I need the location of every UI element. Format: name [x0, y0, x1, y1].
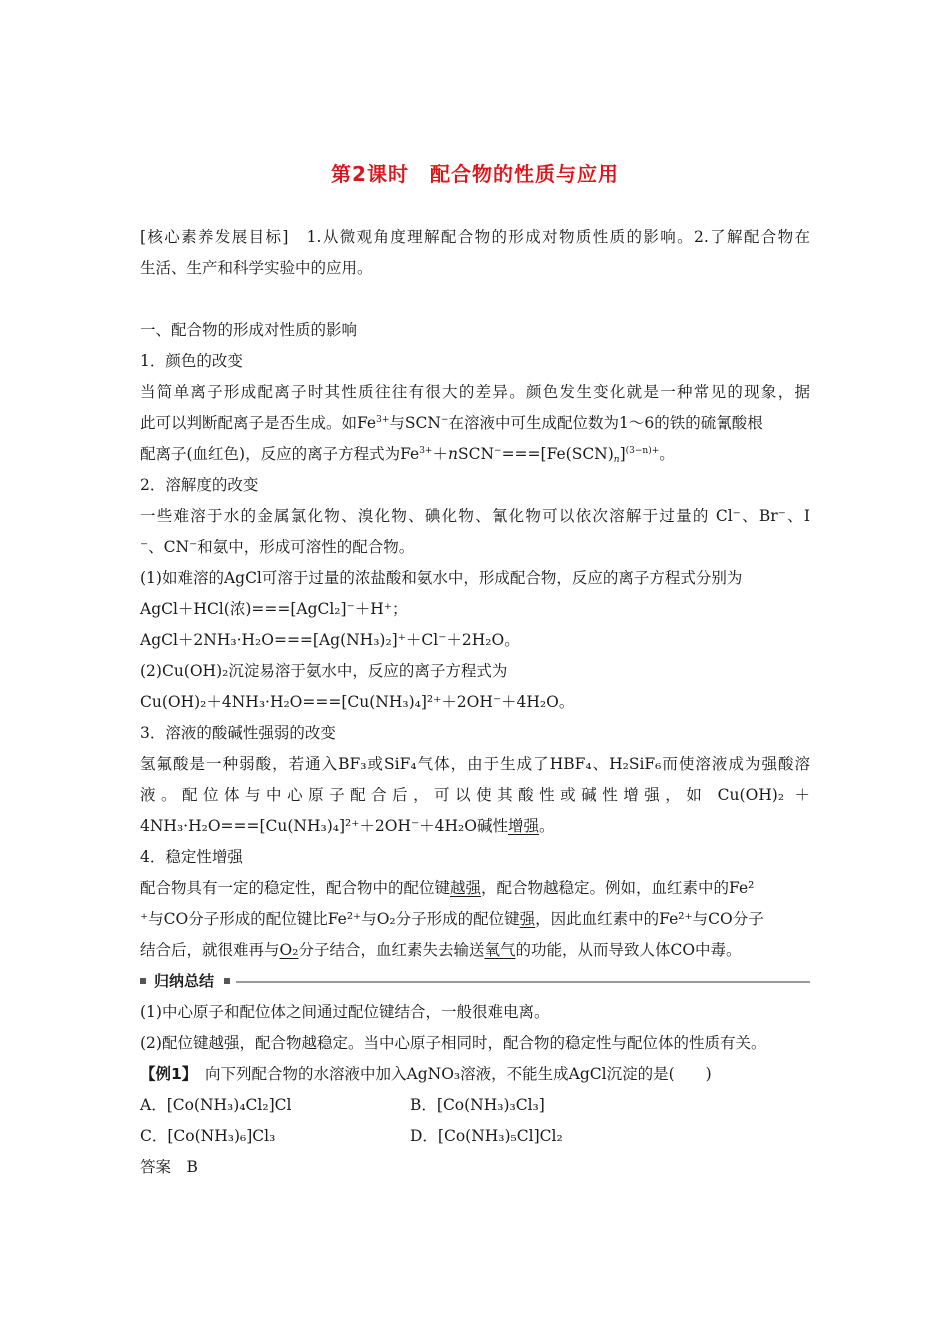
equation-line: Cu(OH)₂＋4NH₃·H₂O===[Cu(NH₃)₄]²⁺＋2OH⁻＋4H₂O。 — [140, 693, 575, 711]
option-b: B．[Co(NH₃)₃Cl₃] — [410, 1096, 545, 1114]
goal-line-1: [核心素养发展目标] 1.从微观角度理解配合物的形成对物质性质的影响。2.了解配合物在 — [140, 228, 810, 246]
underlined-answer: 越强 — [450, 879, 482, 897]
divider — [236, 981, 810, 983]
square-bullet-icon — [224, 978, 230, 984]
paragraph-line: 当简单离子形成配离子时其性质往往有很大的差异。颜色发生变化就是一种常见的现象，据 — [140, 383, 810, 401]
goal-line-2: 生活、生产和科学实验中的应用。 — [140, 259, 373, 277]
subsection-heading: 2．溶解度的改变 — [140, 476, 259, 494]
section-heading: 一、配合物的形成对性质的影响 — [140, 321, 358, 339]
summary-line: (2)配位键越强，配合物越稳定。当中心原子相同时，配合物的稳定性与配位体的性质有关。 — [140, 1034, 767, 1052]
paragraph-line: (1)如难溶的AgCl可溶于过量的浓盐酸和氨水中，形成配合物，反应的离子方程式分别为 — [140, 569, 743, 587]
square-bullet-icon — [140, 978, 146, 984]
underlined-answer: 氧气 — [484, 941, 516, 959]
paragraph-line: ⁻、CN⁻和氨中，形成可溶性的配合物。 — [140, 538, 415, 556]
summary-label: 归纳总结 — [154, 972, 215, 990]
subsection-heading: 4．稳定性增强 — [140, 848, 243, 866]
answer-line: 答案 B — [140, 1158, 198, 1176]
paragraph-line: 配合物具有一定的稳定性，配合物中的配位键越强，配合物越稳定。例如，血红素中的Fe² — [140, 879, 755, 897]
equation-line: AgCl＋2NH₃·H₂O===[Ag(NH₃)₂]⁺＋Cl⁻＋2H₂O。 — [140, 631, 520, 649]
summary-header — [140, 966, 810, 997]
option-d: D．[Co(NH₃)₅Cl]Cl₂ — [410, 1127, 563, 1145]
paragraph-line: 一些难溶于水的金属氯化物、溴化物、碘化物、氰化物可以依次溶解于过量的 Cl⁻、Br⁻、I — [140, 507, 810, 525]
underlined-answer: 强 — [519, 910, 536, 928]
paragraph-line: 结合后，就很难再与O₂分子结合，血红素失去输送氧气的功能，从而导致人体CO中毒。 — [140, 941, 742, 959]
example-tag: 【例1】 — [140, 1065, 190, 1083]
example-question: 【例1】 向下列配合物的水溶液中加入AgNO₃溶液，不能生成AgCl沉淀的是( ) — [140, 1065, 712, 1083]
paragraph-line: ⁺与CO分子形成的配位键比Fe²⁺与O₂分子形成的配位键强，因此血红素中的Fe²⁺与CO分子 — [140, 910, 764, 928]
option-c: C．[Co(NH₃)₆]Cl₃ — [140, 1127, 276, 1145]
option-a: A．[Co(NH₃)₄Cl₂]Cl — [140, 1096, 292, 1114]
subsection-heading: 3．溶液的酸碱性强弱的改变 — [140, 724, 336, 742]
document-body — [140, 222, 810, 1183]
equation-line: 配离子(血红色)，反应的离子方程式为$Fe^{3+}+nSCN^-===[Fe(SCN)_n]^{(3-n)+}$。 — [140, 445, 675, 465]
summary-line: (1)中心原子和配位体之间通过配位键结合，一般很难电离。 — [140, 1003, 550, 1021]
paragraph-line: 氢氟酸是一种弱酸，若通入BF₃或SiF₄气体，由于生成了HBF₄、H₂SiF₆而使溶液成为强酸溶 — [140, 755, 810, 773]
options-row — [140, 1121, 810, 1152]
paragraph-line: 液。配位体与中心原子配合后，可以使其酸性或碱性增强，如 Cu(OH)₂ ＋ — [140, 786, 810, 804]
underlined-answer: 增强 — [507, 817, 539, 835]
paragraph-line: (2)Cu(OH)₂沉淀易溶于氨水中，反应的离子方程式为 — [140, 662, 508, 680]
underlined-answer: O₂ — [279, 941, 299, 959]
options-row — [140, 1090, 810, 1121]
equation-line: AgCl＋HCl(浓)===[AgCl₂]⁻＋H⁺； — [140, 600, 408, 618]
page-title: 第2课时 配合物的性质与应用 — [331, 162, 619, 186]
paragraph-line: 此可以判断配离子是否生成。如$Fe^{3+}$与SCN−在溶液中可生成配位数为1～6的铁的硫氰酸根 — [140, 414, 763, 432]
equation-line: 4NH₃·H₂O===[Cu(NH₃)₄]²⁺＋2OH⁻＋4H₂O碱性增强。 — [140, 817, 555, 835]
subsection-heading: 1．颜色的改变 — [140, 352, 243, 370]
